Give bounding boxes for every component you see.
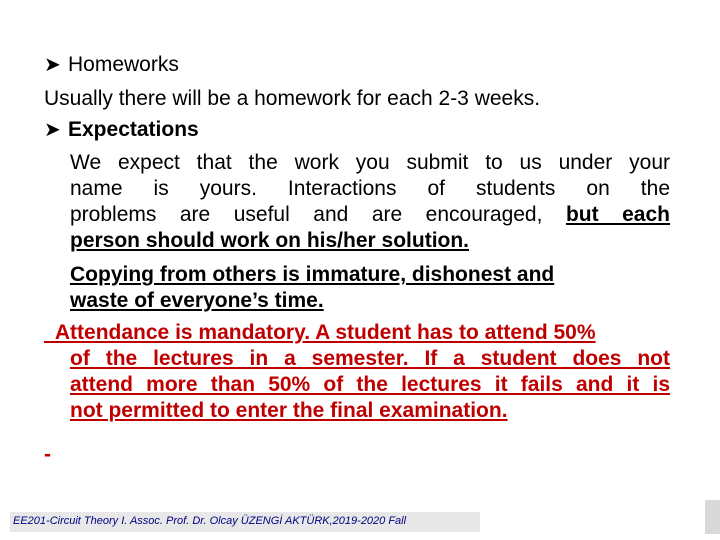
attendance-line-1: Attendance is mandatory. A student has to attend 50% <box>44 321 596 344</box>
copying-line-2: waste of everyone’s time. <box>70 289 324 312</box>
expectations-heading: ➤ Expectations <box>44 118 199 141</box>
copying-line-1: Copying from others is immature, dishonest and <box>70 263 555 286</box>
footer-edge <box>705 500 720 534</box>
expect-line-1: We expect that the work you submit to us under your <box>70 151 670 174</box>
stray-dash: - <box>44 443 51 466</box>
homework-frequency-text: Usually there will be a homework for each 2-3 weeks. <box>44 87 541 110</box>
expect-line-3: problems are useful and are encouraged, but each <box>70 203 670 226</box>
arrow-bullet-icon: ➤ <box>44 119 61 141</box>
slide-footer <box>0 500 720 534</box>
expect-line-2: name is yours. Interactions of students on the <box>70 177 670 200</box>
attendance-line-4: not permitted to enter the final examination. <box>70 399 508 422</box>
homeworks-heading: ➤ Homeworks <box>44 53 179 76</box>
attendance-line-3: attend more than 50% of the lectures it fails and it is <box>70 373 670 396</box>
footer-text: EE201-Circuit Theory I. Assoc. Prof. Dr. Olcay ÜZENGİ AKTÜRK,2019-2020 Fall <box>10 512 480 532</box>
arrow-bullet-icon: ➤ <box>44 54 61 76</box>
attendance-line-2: of the lectures in a semester. If a student does not <box>70 347 670 370</box>
expect-line-4: person should work on his/her solution. <box>70 229 470 252</box>
